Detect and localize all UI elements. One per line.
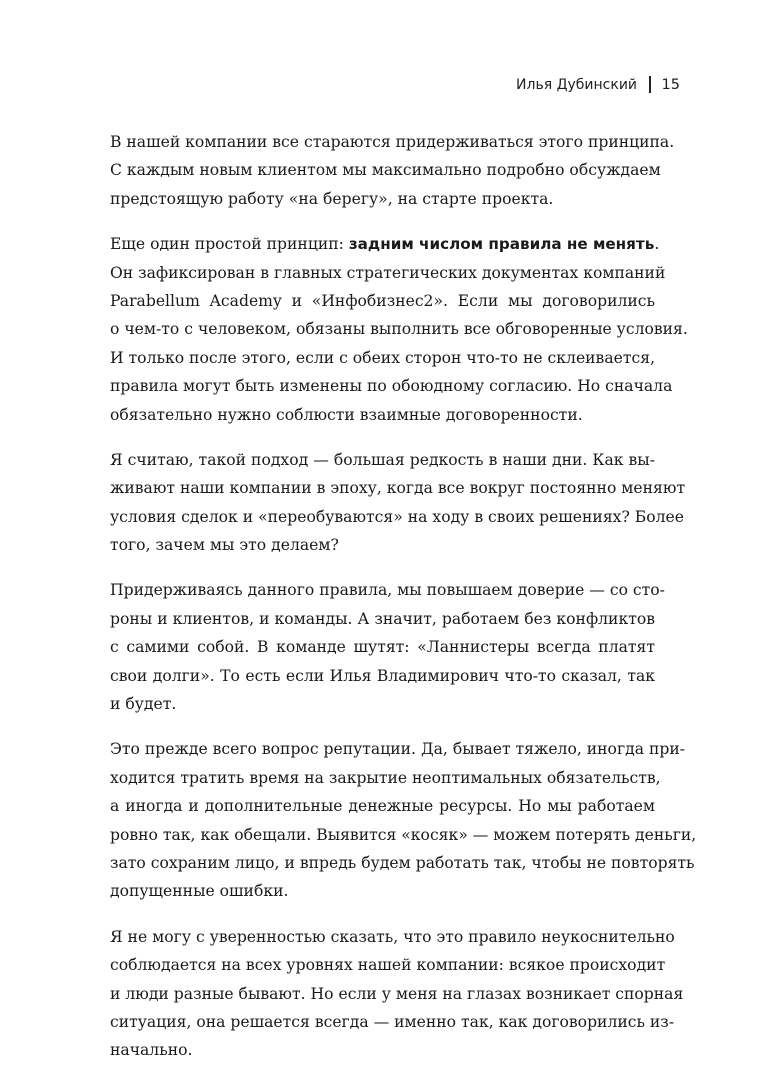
text-line: ровно так, как обещали. Выявится «косяк» — можем потерять деньги, (110, 825, 697, 844)
text-line: обязательно нужно соблюсти взаимные договоренности. (110, 405, 583, 424)
text-line: С каждым новым клиентом мы максимально подробно обсуждаем (110, 161, 661, 180)
text-line: роны и клиентов, и команды. А значит, работаем без конфликтов (110, 609, 655, 628)
text-line: Он зафиксирован в главных стратегических документах компаний (110, 263, 666, 282)
text-line: живают наши компании в эпоху, когда все вокруг постоянно меняют (110, 479, 686, 498)
text-line: с самими собой. В команде шутят: «Ланнистеры всегда платят (110, 638, 655, 657)
text-line: и будет. (110, 695, 177, 714)
paragraph-3 (110, 446, 686, 560)
header-separator (649, 76, 651, 93)
author-name: Илья Дубинский (516, 76, 638, 93)
text-line: ходится тратить время на закрытие неоптимальных обязательств, (110, 768, 661, 787)
paragraph-5 (110, 735, 697, 905)
text-line: предстоящую работу «на берегу», на старте проекта. (110, 189, 554, 208)
paragraph-6 (110, 923, 684, 1065)
text-line: начально. (110, 1041, 193, 1060)
text-line: Это прежде всего вопрос репутации. Да, бывает тяжело, иногда при- (110, 740, 686, 759)
text-line: Я не могу с уверенностью сказать, что это правило неукоснительно (110, 927, 675, 946)
text-line: Придерживаясь данного правила, мы повышаем доверие — со сто- (110, 581, 665, 600)
text-line (110, 230, 660, 258)
bold-phrase: задним числом правила не менять (348, 235, 655, 254)
text-line: о чем-то с человеком, обязаны выполнить все обговоренные условия. (110, 320, 688, 339)
text-line: допущенные ошибки. (110, 882, 289, 901)
text-line: того, зачем мы это делаем? (110, 536, 339, 555)
text-line: И только после этого, если с обеих сторон что-то не склеивается, (110, 348, 656, 367)
page-number: 15 (661, 76, 680, 93)
text-line: Parabellum Academy и «Инфобизнес2». Если мы договорились (110, 291, 655, 310)
text-line: ситуация, она решается всегда — именно так, как договорились из- (110, 1012, 675, 1031)
body-text (110, 128, 697, 1082)
text-run: Еще один простой принцип: (110, 235, 349, 254)
text-line: зато сохраним лицо, и впредь будем работать так, чтобы не повторять (110, 853, 695, 872)
text-line: Я считаю, такой подход — большая редкость в наши дни. Как вы- (110, 450, 655, 469)
text-run: . (654, 235, 660, 254)
text-line: соблюдается на всех уровнях нашей компании: всякое происходит (110, 956, 666, 975)
paragraph-4 (110, 576, 665, 718)
paragraph-2 (110, 230, 688, 429)
text-line: В нашей компании все стараются придерживаться этого принципа. (110, 133, 675, 151)
running-header (516, 76, 680, 93)
text-line: свои долги». То есть если Илья Владимирович что-то сказал, так (110, 666, 655, 685)
text-line: а иногда и дополнительные денежные ресурсы. Но мы работаем (110, 797, 655, 816)
text-line: условия сделок и «переобуваются» на ходу в своих решениях? Более (110, 507, 684, 526)
text-line: и люди разные бывают. Но если у меня на глазах возникает спорная (110, 984, 684, 1003)
paragraph-1 (110, 128, 675, 213)
text-line: правила могут быть изменены по обоюдному согласию. Но сначала (110, 377, 673, 396)
